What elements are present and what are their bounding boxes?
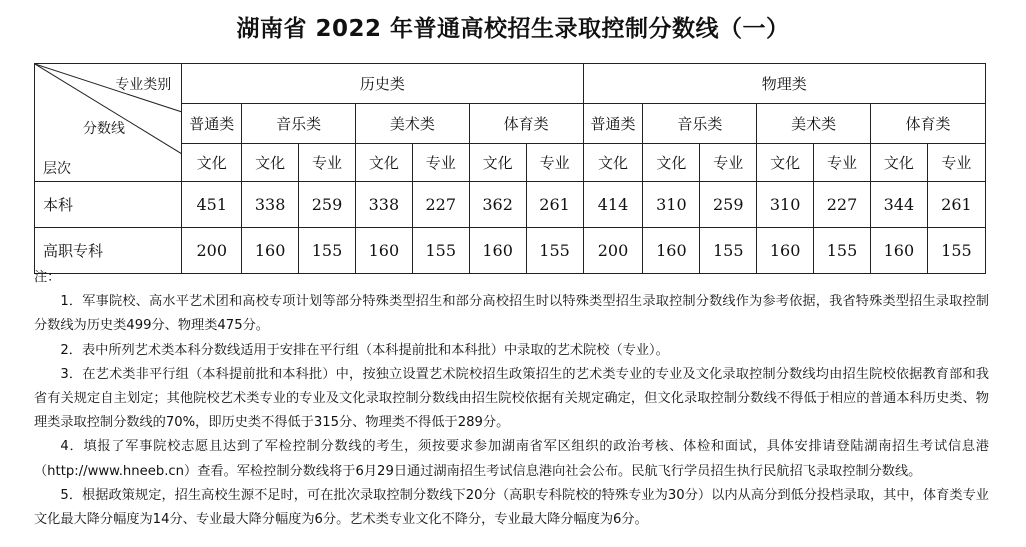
category-cell: 音乐类 (643, 104, 757, 144)
note-item-4: 4．填报了军事院校志愿且达到了军检控制分数线的考生，须按要求参加湖南省军区组织的政治考核、体检和面试，具体安排请登陆湖南招生考试信息港（http://www.hneeb.cn）查看。军检控制分数线将于6月29日通过湖南招生考试信息港向社会公布。民航飞行学员招生执行民航招飞录取控制分数线。 (34, 439, 989, 479)
table-row-undergraduate (35, 182, 986, 228)
score-cell: 160 (469, 228, 526, 274)
notes-section (34, 266, 989, 532)
score-cell: 362 (469, 182, 526, 228)
score-cell: 451 (182, 182, 242, 228)
subheader-cell: 文化 (757, 144, 814, 182)
category-cell: 美术类 (757, 104, 871, 144)
note-item-5: 5．根据政策规定，招生高校生源不足时，可在批次录取控制分数线下20分（高职专科院校的特殊专业为30分）以内从高分到低分投档录取，其中，体育类专业文化最大降分幅度为14分、专业最大降分幅度为6分。艺术类专业文化不降分，专业最大降分幅度为6分。 (34, 487, 989, 528)
score-cell: 414 (583, 182, 643, 228)
subheader-cell: 文化 (583, 144, 643, 182)
subheader-cell: 文化 (643, 144, 700, 182)
score-cell: 155 (814, 228, 871, 274)
score-cell: 155 (412, 228, 469, 274)
score-cell: 259 (299, 182, 356, 228)
subheader-cell: 文化 (242, 144, 299, 182)
score-cell: 155 (526, 228, 583, 274)
subheader-cell: 专业 (299, 144, 356, 182)
group-physics: 物理类 (583, 64, 985, 104)
subheader-cell: 文化 (469, 144, 526, 182)
score-cell: 310 (643, 182, 700, 228)
score-cell: 261 (927, 182, 985, 228)
score-cell: 200 (182, 228, 242, 274)
corner-label-score: 分数线 (83, 121, 125, 137)
category-cell: 美术类 (355, 104, 469, 144)
score-cell: 338 (355, 182, 412, 228)
subheader-cell: 专业 (526, 144, 583, 182)
page-title: 湖南省 2022 年普通高校招生录取控制分数线（一） (236, 16, 790, 42)
category-cell: 体育类 (870, 104, 985, 144)
notes-lead: 注： (34, 270, 61, 285)
subheader-cell: 文化 (182, 144, 242, 182)
score-cell: 160 (870, 228, 927, 274)
score-cell: 259 (700, 182, 757, 228)
score-cell: 155 (700, 228, 757, 274)
score-cell: 227 (412, 182, 469, 228)
score-cell: 160 (355, 228, 412, 274)
score-cell: 155 (299, 228, 356, 274)
score-cell: 227 (814, 182, 871, 228)
subheader-cell: 专业 (927, 144, 985, 182)
subheader-cell: 专业 (700, 144, 757, 182)
score-cell: 160 (757, 228, 814, 274)
subheader-cell: 文化 (355, 144, 412, 182)
score-cell: 160 (643, 228, 700, 274)
score-cell: 155 (927, 228, 985, 274)
subheader-cell: 文化 (870, 144, 927, 182)
score-cell: 261 (526, 182, 583, 228)
group-header-row (35, 64, 986, 104)
score-cell: 200 (583, 228, 643, 274)
subheader-cell: 专业 (814, 144, 871, 182)
category-cell: 普通类 (182, 104, 242, 144)
subheader-cell: 专业 (412, 144, 469, 182)
score-cell: 338 (242, 182, 299, 228)
score-table (34, 63, 986, 274)
category-cell: 音乐类 (242, 104, 356, 144)
note-item-3: 3．在艺术类非平行组（本科提前批和本科批）中，按独立设置艺术院校招生政策招生的艺术类专业的专业及文化录取控制分数线均由招生院校依据教育部和我省有关规定自主划定；其他院校艺术类专业的专业及文化录取控制分数线由招生院校依据有关规定确定，但文化录取控制分数线不得低于相应的普通本科历史类、物理类录取控制分数线的70%，即历史类不得低于315分、物理类不得低于289分。 (34, 366, 989, 431)
group-history: 历史类 (182, 64, 583, 104)
row-label: 本科 (35, 182, 182, 228)
note-item-1: 1．军事院校、高水平艺术团和高校专项计划等部分特殊类型招生和部分高校招生时以特殊类型招生录取控制分数线作为参考依据，我省特殊类型招生录取控制分数线为历史类499分、物理类475分。 (34, 294, 989, 334)
note-item-2: 2．表中所列艺术类本科分数线适用于安排在平行组（本科提前批和本科批）中录取的艺术院校（专业）。 (60, 342, 669, 358)
row-label: 高职专科 (35, 228, 182, 274)
corner-label-category: 专业类别 (115, 77, 172, 93)
category-cell: 体育类 (469, 104, 583, 144)
score-cell: 310 (757, 182, 814, 228)
score-cell: 160 (242, 228, 299, 274)
corner-cell (35, 64, 182, 182)
score-cell: 344 (870, 182, 927, 228)
corner-label-level: 层次 (43, 161, 71, 177)
category-cell: 普通类 (583, 104, 643, 144)
